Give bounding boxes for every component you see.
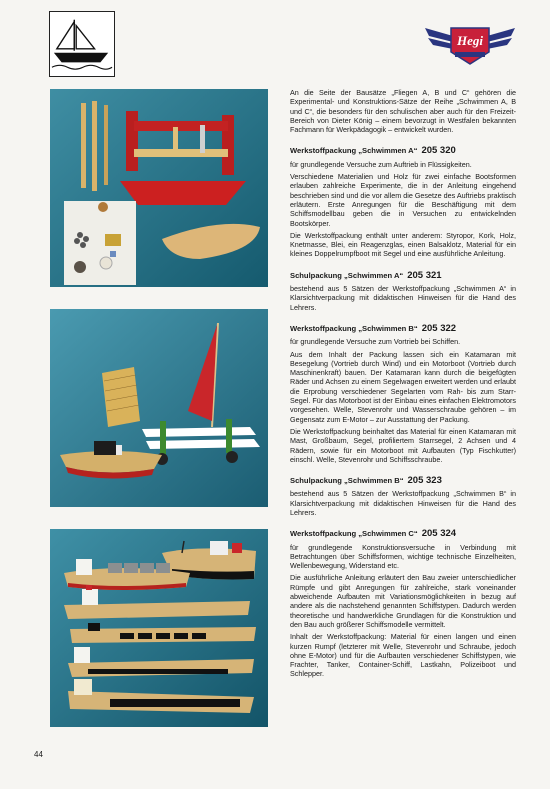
sailboat-icon <box>50 12 114 76</box>
section-paragraph: Die Werkstoffpackung enthält unter anderem: Styropor, Kork, Holz, Knetmasse, Blei, ein Reagenzglas, einen Balsaklotz, Material für ein kleines Doppelrumpfboot mit Segel und eine ausführliche Anleitung. <box>290 230 516 259</box>
section-title: Werkstoffpackung „Schwimmen A“ <box>290 146 418 156</box>
section-title: Schulpackung „Schwimmen B“ <box>290 476 404 486</box>
section-heading <box>290 324 516 333</box>
product-photo-schwimmen-b <box>50 309 268 507</box>
product-photo-schwimmen-a <box>50 89 268 287</box>
section-title: Werkstoffpackung „Schwimmen B“ <box>290 323 418 333</box>
article-number: 205 324 <box>421 528 457 540</box>
section-heading <box>290 146 516 155</box>
brand-name: Hegi <box>457 33 483 48</box>
section-paragraph: bestehend aus 5 Sätzen der Werkstoffpackung „Schwimmen B“ in Klarsichtverpackung mit didaktischen Hinweisen für die Hand des Lehrers. <box>290 489 516 517</box>
section-heading <box>290 529 516 538</box>
intro-paragraph: An die Seite der Bausätze „Fliegen A, B und C“ gehören die Experimental- und Konstruktions-Sätze der Reihe „Schwimmen A, B und C“, die besonders für den schulischen aber auch für den Freizeit-Bereich von Dieter König – einem bevorzugt in Westfalen bekannten Fachmann für Werkpädagogik – entwickelt wurden. <box>290 88 516 135</box>
section-paragraph: Verschiedene Materialien und Holz für zwei einfache Bootsformen erlauben zahlreiche Experimente, die in der Anleitung eingehend beschrieben sind und die vor allem die Gesetze des Auftriebs praktisch erläutern. Erste Anregungen für die Beschäftigung mit dem Schiffsmodellbau geben die in Versuchen zu entwickelnden Bootskörper. <box>290 172 516 228</box>
section-paragraph: Aus dem Inhalt der Packung lassen sich ein Katamaran mit Besegelung (Vortrieb durch Wind) und ein Motorboot (Vortrieb durch Maschinenkraft) bauen. Der Katamaran kann durch die beigefügten Räder und Achsen zu einem Segelwagen erweitert werden und erlaubt die Erprobung verschiedener Segelarten vom Rah- bis zum Starr-Segel. Für das Motorboot ist der Einbau eines einfachen Elektromotors vorgesehen. Welle, Stevenrohr und Wasserschraube gehören – im Gegensatz zum E-Motor – zur Ausstattung der Packung. <box>290 349 516 424</box>
article-number: 205 320 <box>421 145 456 157</box>
section-title: Schulpackung „Schwimmen A“ <box>290 270 404 280</box>
section-paragraph: für grundlegende Konstruktionsversuche in Verbindung mit Betrachtungen über Schiffsformen, wichtige technische Einzelheiten, Wellenbewegung, Widerstand etc. <box>290 542 516 571</box>
article-number: 205 321 <box>407 269 442 281</box>
product-photo-schwimmen-c <box>50 529 268 727</box>
section-schulpackung-schwimmen-a <box>290 271 516 312</box>
section-werkstoffpackung-schwimmen-b <box>290 324 516 464</box>
hegi-brand-logo <box>425 22 515 68</box>
section-werkstoffpackung-schwimmen-c <box>290 529 516 678</box>
article-number: 205 323 <box>407 475 442 487</box>
section-paragraph: für grundlegende Versuche zum Auftrieb in Flüssigkeiten. <box>290 159 472 169</box>
section-paragraph: Die ausführliche Anleitung erläutert den Bau zweier unterschiedlicher Rümpfe und gibt Anregungen für zahlreiche, stark voneinander abweichende Aufbauten mit Variationsmöglichkeiten in bezug auf andere als die nachstehend genannten Schiffstypen. Dadurch werden theoretische und handwerkliche Grundlagen für die Konstruktion und den Bau auch größerer Schiffsmodelle vermittelt. <box>290 573 516 629</box>
section-title: Werkstoffpackung „Schwimmen C“ <box>290 529 418 539</box>
section-paragraph: Inhalt der Werkstoffpackung: Material für einen langen und einen kurzen Rumpf (letzterer mit Welle, Stevenrohr und Schraube, jedoch ohne E-Motor) und für die Aufbauten verschiedener Schiffstypen, wie Frachter, Tanker, Container-Schiff, Lastkahn, Polizeiboot und Schlepper. <box>290 632 516 679</box>
text-column <box>290 88 516 682</box>
section-paragraph: Die Werkstoffpackung beinhaltet das Material für einen Katamaran mit Mast, Großbaum, Segel, profiliertem Starrsegel, 2 Achsen und 4 Rädern, sowie für ein Motorboot mit Aufbauten (Typ Fischkutter) einschl. Welle, Stevenrohr und Schiffsschraube. <box>290 426 516 464</box>
section-werkstoffpackung-schwimmen-a <box>290 146 516 258</box>
page-number: 44 <box>34 750 43 759</box>
section-heading <box>290 271 516 280</box>
article-number: 205 322 <box>421 322 457 334</box>
section-heading <box>290 476 516 485</box>
section-schulpackung-schwimmen-b <box>290 476 516 517</box>
section-paragraph: für grundlegende Versuche zum Vortrieb bei Schiffen. <box>290 337 461 347</box>
sailboat-logo <box>49 11 115 77</box>
section-paragraph: bestehend aus 5 Sätzen der Werkstoffpackung „Schwimmen A“ in Klarsichtverpackung mit didaktischen Hinweisen für die Hand des Lehrers. <box>290 284 516 312</box>
